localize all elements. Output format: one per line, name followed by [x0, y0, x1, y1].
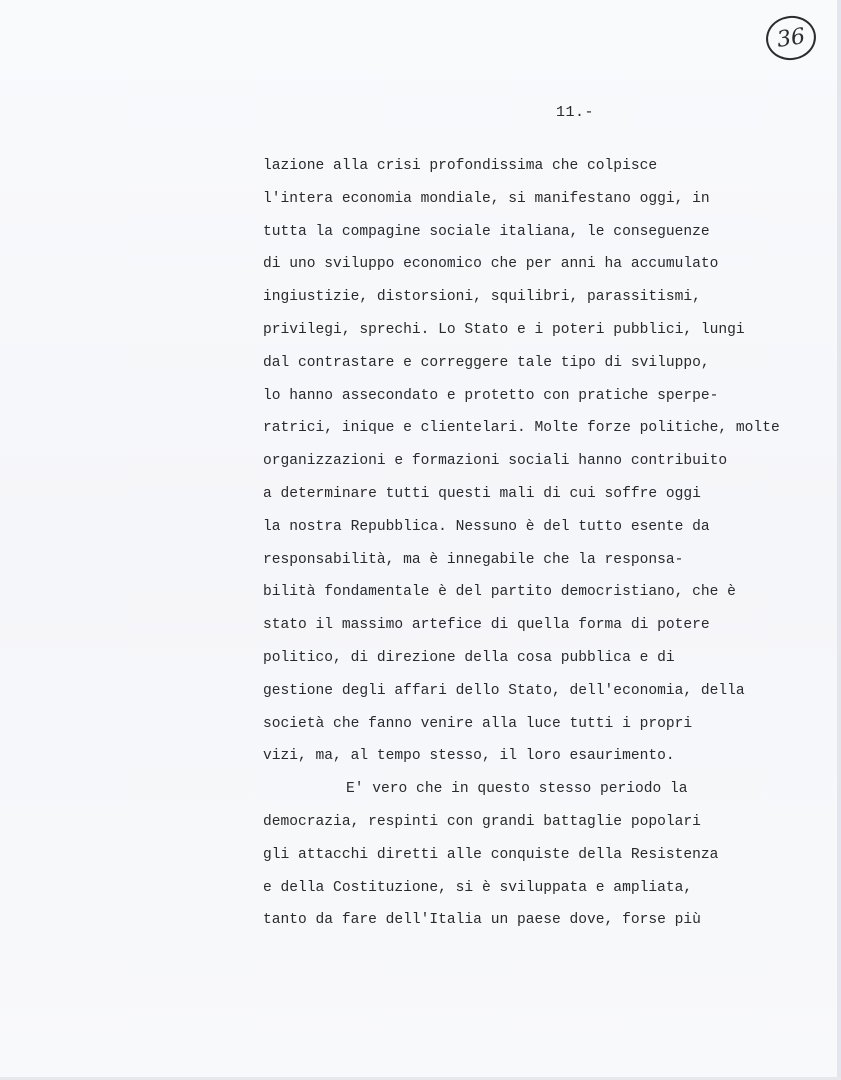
text-line: politico, di direzione della cosa pubblica e di	[263, 649, 675, 666]
text-line: stato il massimo artefice di quella forma di potere	[263, 617, 710, 634]
text-line: società che fanno venire alla luce tutti i propri	[263, 715, 693, 732]
page-edge-right	[837, 0, 841, 1080]
text-line: e della Costituzione, si è sviluppata e ampliata,	[263, 879, 693, 896]
text-line-paragraph-start: E' vero che in questo stesso periodo la	[346, 781, 688, 798]
handwritten-page-stamp	[763, 13, 819, 64]
text-line: l'intera economia mondiale, si manifestano oggi, in	[263, 190, 710, 207]
text-line: gli attacchi diretti alle conquiste della Resistenza	[263, 846, 719, 863]
body-text	[263, 150, 780, 937]
page-number: 11.-	[556, 104, 595, 121]
stamp-number: 36	[775, 23, 807, 53]
text-line: lazione alla crisi profondissima che colpisce	[263, 158, 658, 174]
text-line: di uno sviluppo economico che per anni ha accumulato	[263, 256, 719, 273]
text-line: la nostra Repubblica. Nessuno è del tutto esente da	[263, 518, 710, 535]
text-line: a determinare tutti questi mali di cui soffre oggi	[263, 485, 701, 502]
text-line: tutta la compagine sociale italiana, le conseguenze	[263, 223, 710, 240]
text-line: vizi, ma, al tempo stesso, il loro esaurimento.	[263, 748, 675, 765]
text-line: gestione degli affari dello Stato, dell'economia, della	[263, 682, 745, 699]
text-line: bilità fondamentale è del partito democristiano, che è	[263, 584, 736, 601]
text-line: ingiustizie, distorsioni, squilibri, parassitismi,	[263, 289, 701, 306]
text-line: democrazia, respinti con grandi battaglie popolari	[263, 813, 701, 830]
text-line: privilegi, sprechi. Lo Stato e i poteri pubblici, lungi	[263, 321, 745, 338]
text-line: organizzazioni e formazioni sociali hanno contribuito	[263, 453, 728, 470]
text-line: tanto da fare dell'Italia un paese dove, forse più	[263, 912, 701, 929]
text-line: lo hanno assecondato e protetto con pratiche sperpe-	[263, 387, 719, 404]
text-line: ratrici, inique e clientelari. Molte forze politiche, molte	[263, 420, 780, 437]
text-line: responsabilità, ma è innegabile che la responsa-	[263, 551, 684, 568]
text-line: dal contrastare e correggere tale tipo di sviluppo,	[263, 354, 710, 371]
